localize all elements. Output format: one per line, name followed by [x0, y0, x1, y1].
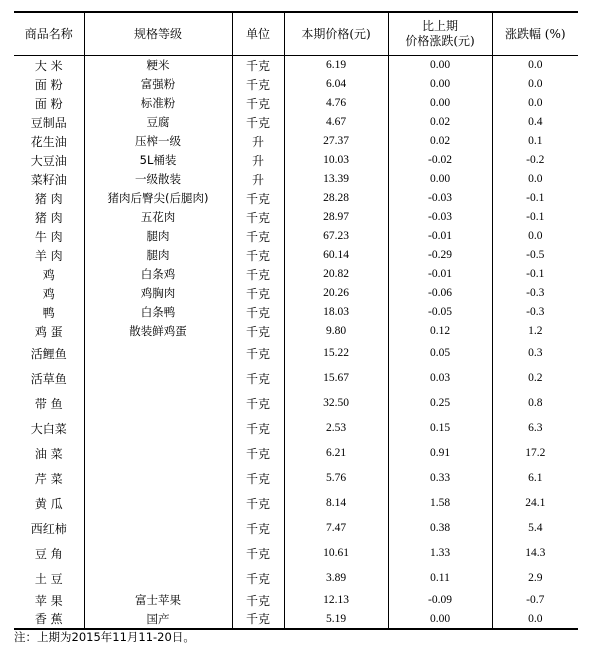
cell-pct: 0.0 — [492, 610, 578, 629]
table-row — [14, 189, 578, 208]
cell-change: 1.58 — [388, 491, 492, 516]
table-row — [14, 170, 578, 189]
table-row — [14, 246, 578, 265]
header-change-line2: 价格涨跌(元) — [405, 34, 475, 48]
table-row — [14, 391, 578, 416]
cell-pct: -0.1 — [492, 265, 578, 284]
cell-name: 鸭 — [14, 303, 84, 322]
cell-unit: 千克 — [232, 56, 284, 75]
cell-change: 0.91 — [388, 441, 492, 466]
cell-price: 28.97 — [284, 208, 388, 227]
cell-change: 0.12 — [388, 322, 492, 341]
cell-price: 5.76 — [284, 466, 388, 491]
table-row — [14, 516, 578, 541]
cell-change: 0.02 — [388, 132, 492, 151]
cell-change: 0.02 — [388, 113, 492, 132]
cell-unit: 千克 — [232, 246, 284, 265]
table-row — [14, 132, 578, 151]
table-row — [14, 113, 578, 132]
cell-name: 猪 肉 — [14, 189, 84, 208]
cell-name: 香 蕉 — [14, 610, 84, 629]
cell-name: 活草鱼 — [14, 366, 84, 391]
cell-unit: 千克 — [232, 610, 284, 629]
cell-change: 0.00 — [388, 610, 492, 629]
cell-spec: 标准粉 — [84, 94, 232, 113]
table-row — [14, 94, 578, 113]
cell-spec: 散装鲜鸡蛋 — [84, 322, 232, 341]
cell-spec: 白条鸡 — [84, 265, 232, 284]
table-row — [14, 265, 578, 284]
cell-price: 8.14 — [284, 491, 388, 516]
cell-price: 20.82 — [284, 265, 388, 284]
cell-price: 15.67 — [284, 366, 388, 391]
cell-unit: 千克 — [232, 75, 284, 94]
cell-price: 6.04 — [284, 75, 388, 94]
cell-unit: 千克 — [232, 303, 284, 322]
cell-spec — [84, 466, 232, 491]
cell-price: 13.39 — [284, 170, 388, 189]
cell-change: -0.29 — [388, 246, 492, 265]
cell-pct: -0.3 — [492, 303, 578, 322]
cell-change: -0.03 — [388, 208, 492, 227]
cell-price: 18.03 — [284, 303, 388, 322]
cell-spec: 白条鸭 — [84, 303, 232, 322]
cell-pct: 17.2 — [492, 441, 578, 466]
cell-name: 羊 肉 — [14, 246, 84, 265]
cell-name: 活鲤鱼 — [14, 341, 84, 366]
cell-change: -0.05 — [388, 303, 492, 322]
cell-spec: 粳米 — [84, 56, 232, 75]
table-row — [14, 303, 578, 322]
cell-change: 0.03 — [388, 366, 492, 391]
header-change — [388, 12, 492, 56]
cell-name: 猪 肉 — [14, 208, 84, 227]
cell-pct: 6.3 — [492, 416, 578, 441]
cell-name: 土 豆 — [14, 566, 84, 591]
cell-price: 27.37 — [284, 132, 388, 151]
footnote: 注：上期为2015年11月11-20日。 — [14, 630, 195, 644]
cell-price: 28.28 — [284, 189, 388, 208]
cell-unit: 千克 — [232, 391, 284, 416]
table-row — [14, 441, 578, 466]
cell-pct: 0.8 — [492, 391, 578, 416]
cell-spec: 富强粉 — [84, 75, 232, 94]
cell-price: 20.26 — [284, 284, 388, 303]
cell-pct: 0.1 — [492, 132, 578, 151]
cell-name: 鸡 — [14, 284, 84, 303]
cell-name: 油 菜 — [14, 441, 84, 466]
table-row — [14, 322, 578, 341]
cell-price: 3.89 — [284, 566, 388, 591]
cell-pct: -0.3 — [492, 284, 578, 303]
table-row — [14, 341, 578, 366]
cell-name: 大豆油 — [14, 151, 84, 170]
table-row — [14, 366, 578, 391]
cell-change: 0.00 — [388, 170, 492, 189]
cell-pct: 2.9 — [492, 566, 578, 591]
cell-price: 6.19 — [284, 56, 388, 75]
cell-name: 面 粉 — [14, 94, 84, 113]
cell-unit: 千克 — [232, 322, 284, 341]
cell-change: -0.03 — [388, 189, 492, 208]
cell-change: -0.09 — [388, 591, 492, 610]
table-row — [14, 56, 578, 75]
table-row — [14, 284, 578, 303]
cell-spec — [84, 391, 232, 416]
cell-spec: 一级散装 — [84, 170, 232, 189]
cell-spec: 豆腐 — [84, 113, 232, 132]
table-row — [14, 566, 578, 591]
cell-change: 1.33 — [388, 541, 492, 566]
cell-pct: 0.0 — [492, 56, 578, 75]
cell-spec — [84, 441, 232, 466]
cell-change: 0.33 — [388, 466, 492, 491]
cell-name: 菜籽油 — [14, 170, 84, 189]
cell-price: 10.03 — [284, 151, 388, 170]
cell-name: 大 米 — [14, 56, 84, 75]
price-table-container — [14, 11, 578, 630]
cell-name: 带 鱼 — [14, 391, 84, 416]
table-row — [14, 208, 578, 227]
table-row — [14, 610, 578, 629]
cell-unit: 千克 — [232, 208, 284, 227]
table-body — [14, 56, 578, 629]
cell-price: 60.14 — [284, 246, 388, 265]
cell-unit: 千克 — [232, 541, 284, 566]
table-header-row — [14, 12, 578, 56]
cell-name: 花生油 — [14, 132, 84, 151]
table-row — [14, 466, 578, 491]
cell-unit: 千克 — [232, 227, 284, 246]
cell-unit: 千克 — [232, 491, 284, 516]
cell-unit: 千克 — [232, 591, 284, 610]
table-row — [14, 75, 578, 94]
cell-pct: 1.2 — [492, 322, 578, 341]
cell-change: -0.01 — [388, 265, 492, 284]
cell-pct: 0.0 — [492, 94, 578, 113]
cell-spec: 猪肉后臀尖(后腿肉) — [84, 189, 232, 208]
cell-change: 0.00 — [388, 75, 492, 94]
cell-spec — [84, 416, 232, 441]
cell-unit: 千克 — [232, 113, 284, 132]
cell-pct: 5.4 — [492, 516, 578, 541]
cell-spec: 5L桶装 — [84, 151, 232, 170]
cell-unit: 千克 — [232, 416, 284, 441]
cell-change: 0.00 — [388, 94, 492, 113]
cell-unit: 千克 — [232, 516, 284, 541]
table-row — [14, 416, 578, 441]
cell-price: 2.53 — [284, 416, 388, 441]
cell-price: 15.22 — [284, 341, 388, 366]
cell-spec — [84, 516, 232, 541]
header-pct: 涨跌幅 (%) — [492, 12, 578, 56]
cell-spec: 五花肉 — [84, 208, 232, 227]
cell-pct: 0.0 — [492, 170, 578, 189]
cell-pct: 24.1 — [492, 491, 578, 516]
cell-unit: 千克 — [232, 466, 284, 491]
cell-spec: 腿肉 — [84, 227, 232, 246]
cell-unit: 千克 — [232, 441, 284, 466]
cell-price: 32.50 — [284, 391, 388, 416]
cell-pct: -0.2 — [492, 151, 578, 170]
cell-price: 4.67 — [284, 113, 388, 132]
cell-spec — [84, 366, 232, 391]
cell-pct: 14.3 — [492, 541, 578, 566]
cell-unit: 千克 — [232, 341, 284, 366]
cell-spec — [84, 566, 232, 591]
table-row — [14, 591, 578, 610]
cell-name: 豆制品 — [14, 113, 84, 132]
header-name: 商品名称 — [14, 12, 84, 56]
cell-unit: 千克 — [232, 94, 284, 113]
cell-price: 10.61 — [284, 541, 388, 566]
cell-price: 4.76 — [284, 94, 388, 113]
cell-price: 67.23 — [284, 227, 388, 246]
table-row — [14, 491, 578, 516]
cell-spec: 富士苹果 — [84, 591, 232, 610]
cell-unit: 千克 — [232, 265, 284, 284]
table-row — [14, 151, 578, 170]
cell-change: 0.05 — [388, 341, 492, 366]
cell-spec: 腿肉 — [84, 246, 232, 265]
cell-pct: -0.7 — [492, 591, 578, 610]
cell-unit: 千克 — [232, 284, 284, 303]
cell-spec: 鸡胸肉 — [84, 284, 232, 303]
cell-name: 面 粉 — [14, 75, 84, 94]
cell-pct: 0.4 — [492, 113, 578, 132]
header-price: 本期价格(元) — [284, 12, 388, 56]
cell-unit: 千克 — [232, 189, 284, 208]
cell-spec: 压榨一级 — [84, 132, 232, 151]
cell-unit: 升 — [232, 132, 284, 151]
table-row — [14, 541, 578, 566]
cell-spec — [84, 341, 232, 366]
cell-name: 牛 肉 — [14, 227, 84, 246]
cell-spec: 国产 — [84, 610, 232, 629]
cell-name: 大白菜 — [14, 416, 84, 441]
cell-unit: 升 — [232, 151, 284, 170]
cell-pct: 6.1 — [492, 466, 578, 491]
cell-price: 12.13 — [284, 591, 388, 610]
cell-change: 0.25 — [388, 391, 492, 416]
cell-change: -0.06 — [388, 284, 492, 303]
cell-pct: 0.0 — [492, 227, 578, 246]
cell-unit: 升 — [232, 170, 284, 189]
cell-pct: -0.5 — [492, 246, 578, 265]
cell-change: -0.02 — [388, 151, 492, 170]
price-table — [14, 11, 578, 630]
cell-name: 黄 瓜 — [14, 491, 84, 516]
cell-pct: -0.1 — [492, 189, 578, 208]
cell-pct: 0.0 — [492, 75, 578, 94]
cell-name: 苹 果 — [14, 591, 84, 610]
cell-change: 0.00 — [388, 56, 492, 75]
cell-unit: 千克 — [232, 566, 284, 591]
cell-name: 芹 菜 — [14, 466, 84, 491]
cell-pct: 0.3 — [492, 341, 578, 366]
cell-unit: 千克 — [232, 366, 284, 391]
cell-spec — [84, 541, 232, 566]
header-unit: 单位 — [232, 12, 284, 56]
cell-name: 西红柿 — [14, 516, 84, 541]
cell-price: 6.21 — [284, 441, 388, 466]
cell-spec — [84, 491, 232, 516]
cell-name: 鸡 — [14, 265, 84, 284]
cell-change: 0.15 — [388, 416, 492, 441]
cell-pct: 0.2 — [492, 366, 578, 391]
table-row — [14, 227, 578, 246]
cell-name: 豆 角 — [14, 541, 84, 566]
cell-price: 7.47 — [284, 516, 388, 541]
cell-change: -0.01 — [388, 227, 492, 246]
header-spec: 规格等级 — [84, 12, 232, 56]
cell-name: 鸡 蛋 — [14, 322, 84, 341]
cell-price: 9.80 — [284, 322, 388, 341]
cell-price: 5.19 — [284, 610, 388, 629]
header-change-line1: 比上期 — [421, 19, 458, 33]
cell-change: 0.11 — [388, 566, 492, 591]
cell-pct: -0.1 — [492, 208, 578, 227]
cell-change: 0.38 — [388, 516, 492, 541]
